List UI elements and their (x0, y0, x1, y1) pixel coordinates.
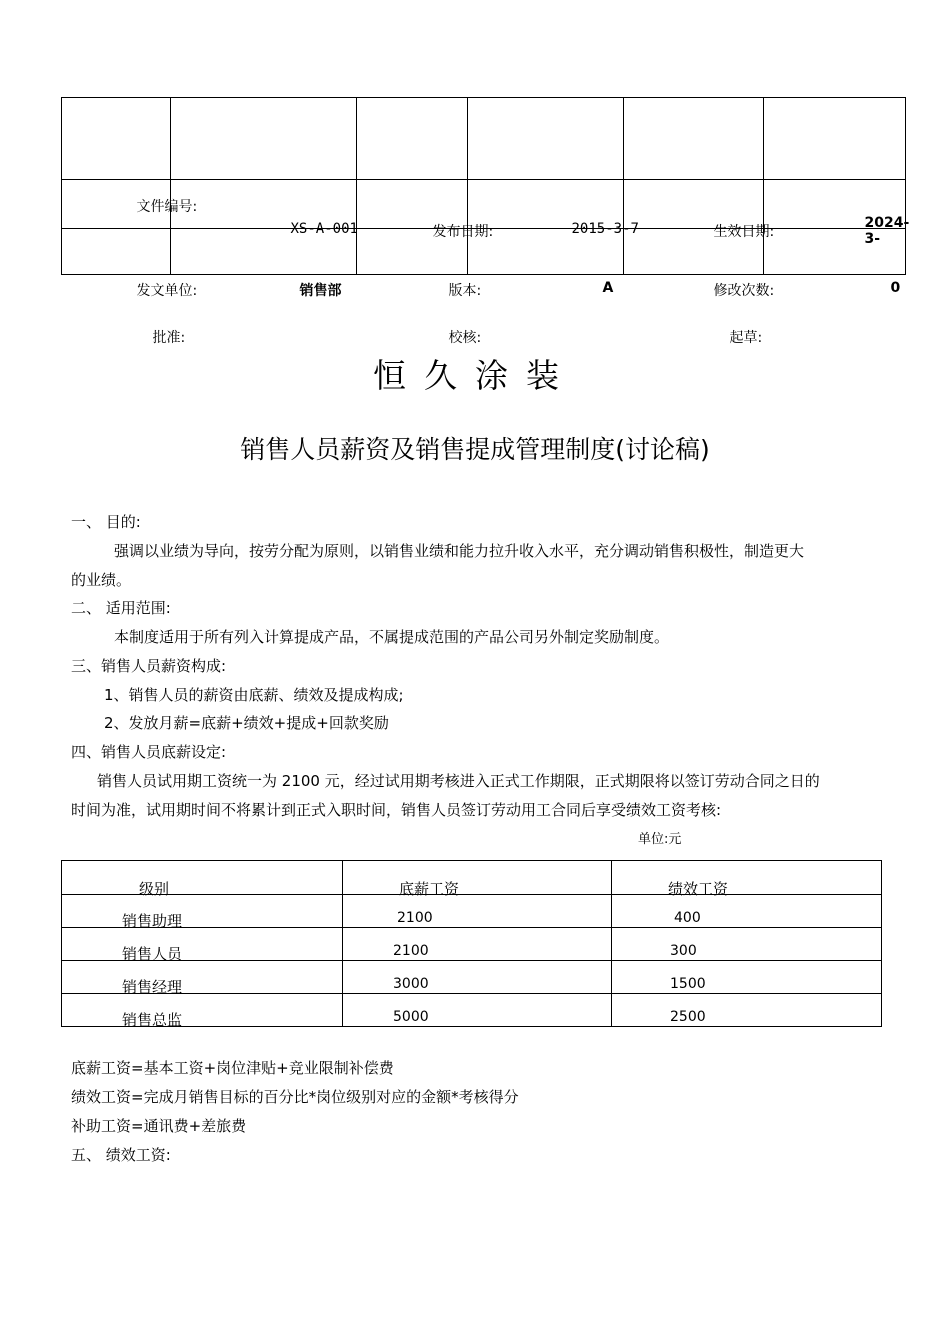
table-cell (62, 895, 343, 928)
header-performance-salary: 绩效工资 (668, 880, 729, 898)
doc-no-label-cell (62, 98, 198, 215)
main-title: 销售人员薪资及销售提成管理制度(讨论稿) (240, 435, 710, 464)
document-control-table (61, 97, 910, 346)
table-cell (343, 994, 612, 1027)
row-performance-salary: 300 (670, 943, 697, 959)
release-date-label-cell (357, 98, 494, 240)
table-cell (62, 928, 343, 961)
row-base-salary: 3000 (393, 976, 429, 992)
table-cell (343, 928, 612, 961)
row-performance-salary: 2500 (670, 1009, 706, 1025)
issuer-label: 发文单位: (136, 282, 198, 299)
table-row (62, 994, 882, 1027)
section-2-line-1: 本制度适用于所有列入计算提成产品，不属提成范围的产品公司另外制定奖励制度。 (114, 628, 670, 646)
doc-no-label: 文件编号: (136, 198, 198, 215)
table-cell (62, 961, 343, 994)
section-4-heading: 四、销售人员底薪设定: (71, 743, 227, 761)
unit-label: 单位:元 (638, 832, 682, 847)
draft-label: 起草: (729, 329, 763, 346)
salary-table (61, 860, 882, 1027)
table-cell (612, 895, 882, 928)
company-title: 恒久涂装 (373, 356, 577, 395)
row-level: 销售助理 (122, 912, 183, 930)
release-date-value-cell (468, 98, 639, 237)
row-performance-salary: 400 (674, 910, 701, 926)
effective-date-label-cell (624, 98, 775, 240)
row-level: 销售总监 (122, 1011, 183, 1029)
issuer-value: 销售部 (299, 282, 342, 299)
table-row (62, 961, 882, 994)
table-cell (343, 961, 612, 994)
section-1-heading: 一、 目的: (71, 513, 141, 531)
table-row (62, 928, 882, 961)
table-row (62, 895, 882, 928)
section-4-line-2: 时间为准，试用期时间不将累计到正式入职时间，销售人员签订劳动用工合同后享受绩效工资考核: (71, 801, 722, 819)
table-header-row (62, 861, 882, 895)
section-3-heading: 三、销售人员薪资构成: (71, 657, 227, 675)
table-cell (62, 994, 343, 1027)
row-base-salary: 2100 (393, 943, 429, 959)
table-cell (343, 895, 612, 928)
table-header-cell (612, 861, 882, 898)
approve-label: 批准: (152, 329, 186, 346)
row-base-salary: 5000 (393, 1009, 429, 1025)
section-3-item-1: 1、销售人员的薪资由底薪、绩效及提成构成; (104, 686, 404, 704)
section-3-item-2: 2、发放月薪=底薪+绩效+提成+回款奖励 (104, 714, 389, 732)
table-header-cell (62, 861, 343, 898)
section-1-line-2: 的业绩。 (71, 571, 132, 589)
doc-no-value-cell (171, 98, 358, 237)
revision-value: 0 (890, 279, 901, 296)
section-1-line-1: 强调以业绩为导向，按劳分配为原则，以销售业绩和能力拉升收入水平，充分调动销售积极性，制造更大 (114, 542, 805, 560)
release-date-label: 发布日期: (432, 223, 494, 240)
section-2-heading: 二、 适用范围: (71, 599, 171, 617)
section-5-heading: 五、 绩效工资: (71, 1146, 171, 1164)
header-base-salary: 底薪工资 (399, 880, 460, 898)
table-cell (612, 961, 882, 994)
formula-performance-salary: 绩效工资=完成月销售目标的百分比*岗位级别对应的金额*考核得分 (71, 1088, 519, 1106)
table-cell (612, 994, 882, 1027)
version-value: A (602, 279, 614, 296)
section-4-line-1: 销售人员试用期工资统一为 2100 元，经过试用期考核进入正式工作期限，正式期限将以签订劳动合同之日的 (97, 772, 820, 790)
effective-date-value-cell (764, 98, 910, 247)
effective-date-value: 2024-3- (864, 214, 910, 247)
table-cell (612, 928, 882, 961)
release-date-value: 2015-3-7 (571, 220, 639, 237)
review-label: 校核: (448, 329, 482, 346)
version-label: 版本: (448, 282, 482, 299)
row-performance-salary: 1500 (670, 976, 706, 992)
formula-allowance: 补助工资=通讯费+差旅费 (71, 1117, 247, 1135)
formula-base-salary: 底薪工资=基本工资+岗位津贴+竞业限制补偿费 (71, 1059, 394, 1077)
row-level: 销售经理 (122, 978, 183, 996)
row-base-salary: 2100 (397, 910, 433, 926)
table-header-cell (343, 861, 612, 898)
effective-date-label: 生效日期: (713, 223, 775, 240)
header-level: 级别 (139, 880, 170, 898)
revision-label: 修改次数: (713, 282, 775, 299)
doc-no-value: XS-A-001 (290, 220, 358, 237)
row-level: 销售人员 (122, 945, 183, 963)
